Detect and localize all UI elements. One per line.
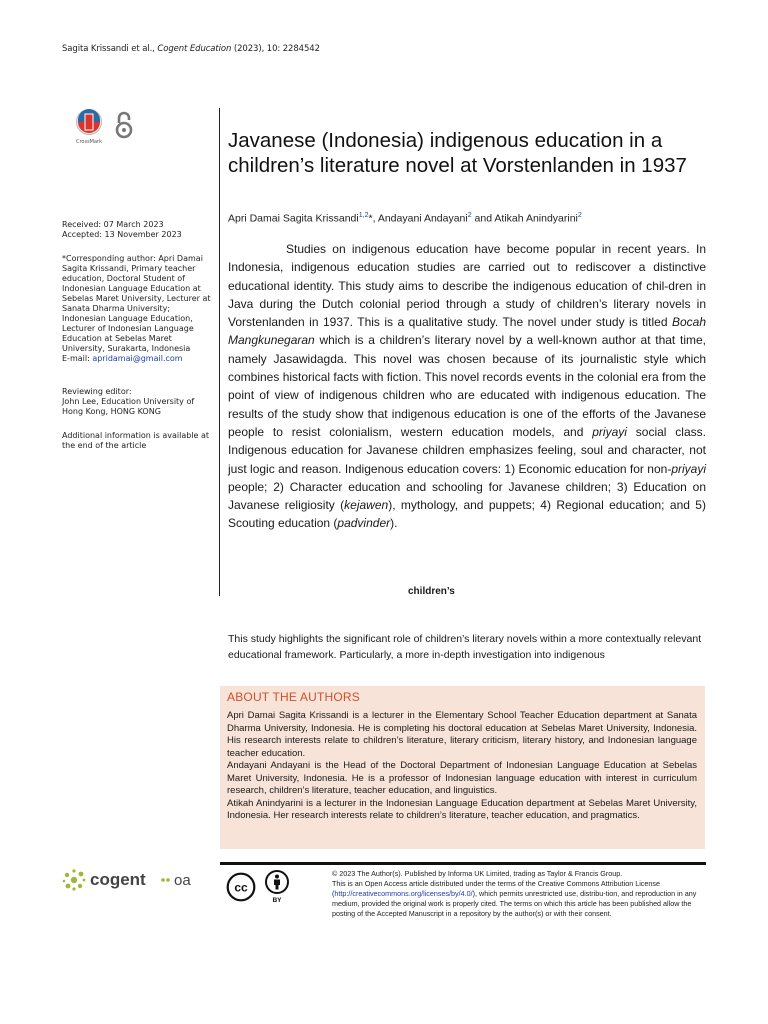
about-authors-body bbox=[227, 710, 697, 823]
email-link[interactable]: apridamai@gmail.com bbox=[92, 354, 183, 363]
author-bio: Andayani Andayani is the Head of the Doctoral Department of Indonesian Language Education at Sebelas Maret University, Indonesia. He is a professor of Indonesian language education with interest in curriculum research, children’s literature, teacher education, and linguistics. bbox=[227, 760, 697, 796]
author-name[interactable]: Apri Damai Sagita Krissandi bbox=[228, 212, 359, 225]
attribution-by-icon[interactable] bbox=[264, 870, 290, 904]
reviewing-editor bbox=[62, 387, 212, 417]
author-list: Apri Damai Sagita Krissandi$^{1,2}$*, Andayani Andayani$^2$ and Atikah Anindyarini$^2$ bbox=[228, 212, 582, 225]
open-access-icon bbox=[114, 110, 134, 140]
cogent-logo-word: cogent bbox=[90, 870, 146, 889]
keywords-fragment: children’s bbox=[408, 586, 455, 597]
footer-rule bbox=[220, 862, 706, 865]
crossmark-label: CrossMark bbox=[75, 139, 103, 145]
running-header: Sagita Krissandi et al., Cogent Education (2023), 10: 2284542 bbox=[62, 44, 320, 54]
creative-commons-icon[interactable] bbox=[226, 872, 256, 902]
license-link[interactable]: http://creativecommons.org/licenses/by/4.0/ bbox=[334, 889, 473, 898]
received-accepted-dates bbox=[62, 220, 212, 240]
public-interest-statement: This study highlights the significant role of children’s literary novels within a more contextually relevant educational framework. Particularly, a more in-depth investigation into indigenous bbox=[228, 633, 702, 661]
reviewing-editor-label: Reviewing editor: bbox=[62, 387, 132, 396]
email-line: E-mail: apridamai@gmail.com bbox=[62, 354, 183, 363]
additional-info: Additional information is available at the end of the article bbox=[62, 431, 210, 450]
author-name[interactable]: Atikah Anindyarini bbox=[494, 212, 578, 225]
reviewing-editor-name: John Lee, Education University of Hong Kong, HONG KONG bbox=[62, 397, 195, 416]
article-title: Javanese (Indonesia) indigenous education in a children’s literature novel at Vorstenlanden in 1937 bbox=[228, 129, 687, 177]
logo-dots bbox=[161, 878, 170, 882]
by-label: BY bbox=[272, 897, 282, 904]
received-date: Received: 07 March 2023 bbox=[62, 220, 164, 229]
corresponding-author-text: *Corresponding author: Apri Damai Sagita Krissandi, Primary teacher education, Doctoral Student of Indonesian Language Education at Sebelas Maret University, Lecturer at Sanata Dharma University; Indonesian Language Education, Lecturer of Indonesian Language Education at Sebelas Maret University, Surakarta, Indonesia bbox=[62, 254, 211, 353]
cogent-logo-suffix: oa bbox=[174, 872, 191, 889]
cogent-splat-icon bbox=[63, 869, 86, 890]
accepted-date: Accepted: 13 November 2023 bbox=[62, 230, 182, 239]
crossmark-icon[interactable] bbox=[74, 108, 104, 146]
abstract: Studies on indigenous education have become popular in recent years. In Indonesia, indigenous education studies are carried out to rediscover a distinctive educational identity. This study aims to describe the indigenous education of chil-dren in Java during the Dutch colonial period through a study of children’s literary novels in Vorstenlanden in 1937. This is a qualitative study. The novel under study is titled Bocah Mangkunegaran which is a children’s literary novel by a well-known author at that time, namely Jasawidagda. This novel was chosen because of its journalistic style which combines historical facts with fiction. This novel records events in the colonial era from the point of view of indigenous children who are educated with indigenous education. The results of the study show that indigenous education is one of the efforts of the Javanese people to resist colonialism, western education models, and priyayi social class. Indigenous education for Javanese children emphasizes feeling, soul and character, not just logic and reason. Indigenous education covers: 1) Economic education for non-priyayi people; 2) Character education and schooling for Javanese children; 3) Education on Javanese religiosity (kejawen), mythology, and puppets; 4) Regional education; and 5) Scouting education (padvinder). bbox=[228, 242, 706, 531]
author-bio: Atikah Anindyarini is a lecturer in the Indonesian Language Education department at Sebelas Maret University, Indonesia. Her research interests relate to children’s literature, teacher education, and pragmatics. bbox=[227, 797, 697, 821]
license-text: © 2023 The Author(s). Published by Informa UK Limited, trading as Taylor & Francis Group. This is an Open Access article distributed under the terms of the Creative Commons Attribution License (http://creativecommons.org/licenses/by/4.0/), which permits unrestricted use, distribu-tion, and reproduction in any medium, provided the original work is properly cited. The terms on which this article has been published allow the posting of the Accepted Manuscript in a repository by the author(s) or with their consent. bbox=[332, 869, 697, 918]
corresponding-author bbox=[62, 254, 212, 364]
column-divider bbox=[219, 108, 220, 596]
author-name[interactable]: Andayani Andayani bbox=[377, 212, 468, 225]
author-bio: Apri Damai Sagita Krissandi is a lecturer in the Elementary School Teacher Education department at Sanata Dharma University, Indonesia. He is completing his doctoral education at Sebelas Maret University, Indonesia. His research interests relate to children’s literature, literary criticism, literary history, and Indonesian language teacher education. bbox=[227, 710, 697, 759]
cc-label: cc bbox=[234, 880, 248, 895]
cogent-oa-logo[interactable] bbox=[62, 866, 212, 894]
about-authors-heading: ABOUT THE AUTHORS bbox=[227, 690, 360, 704]
